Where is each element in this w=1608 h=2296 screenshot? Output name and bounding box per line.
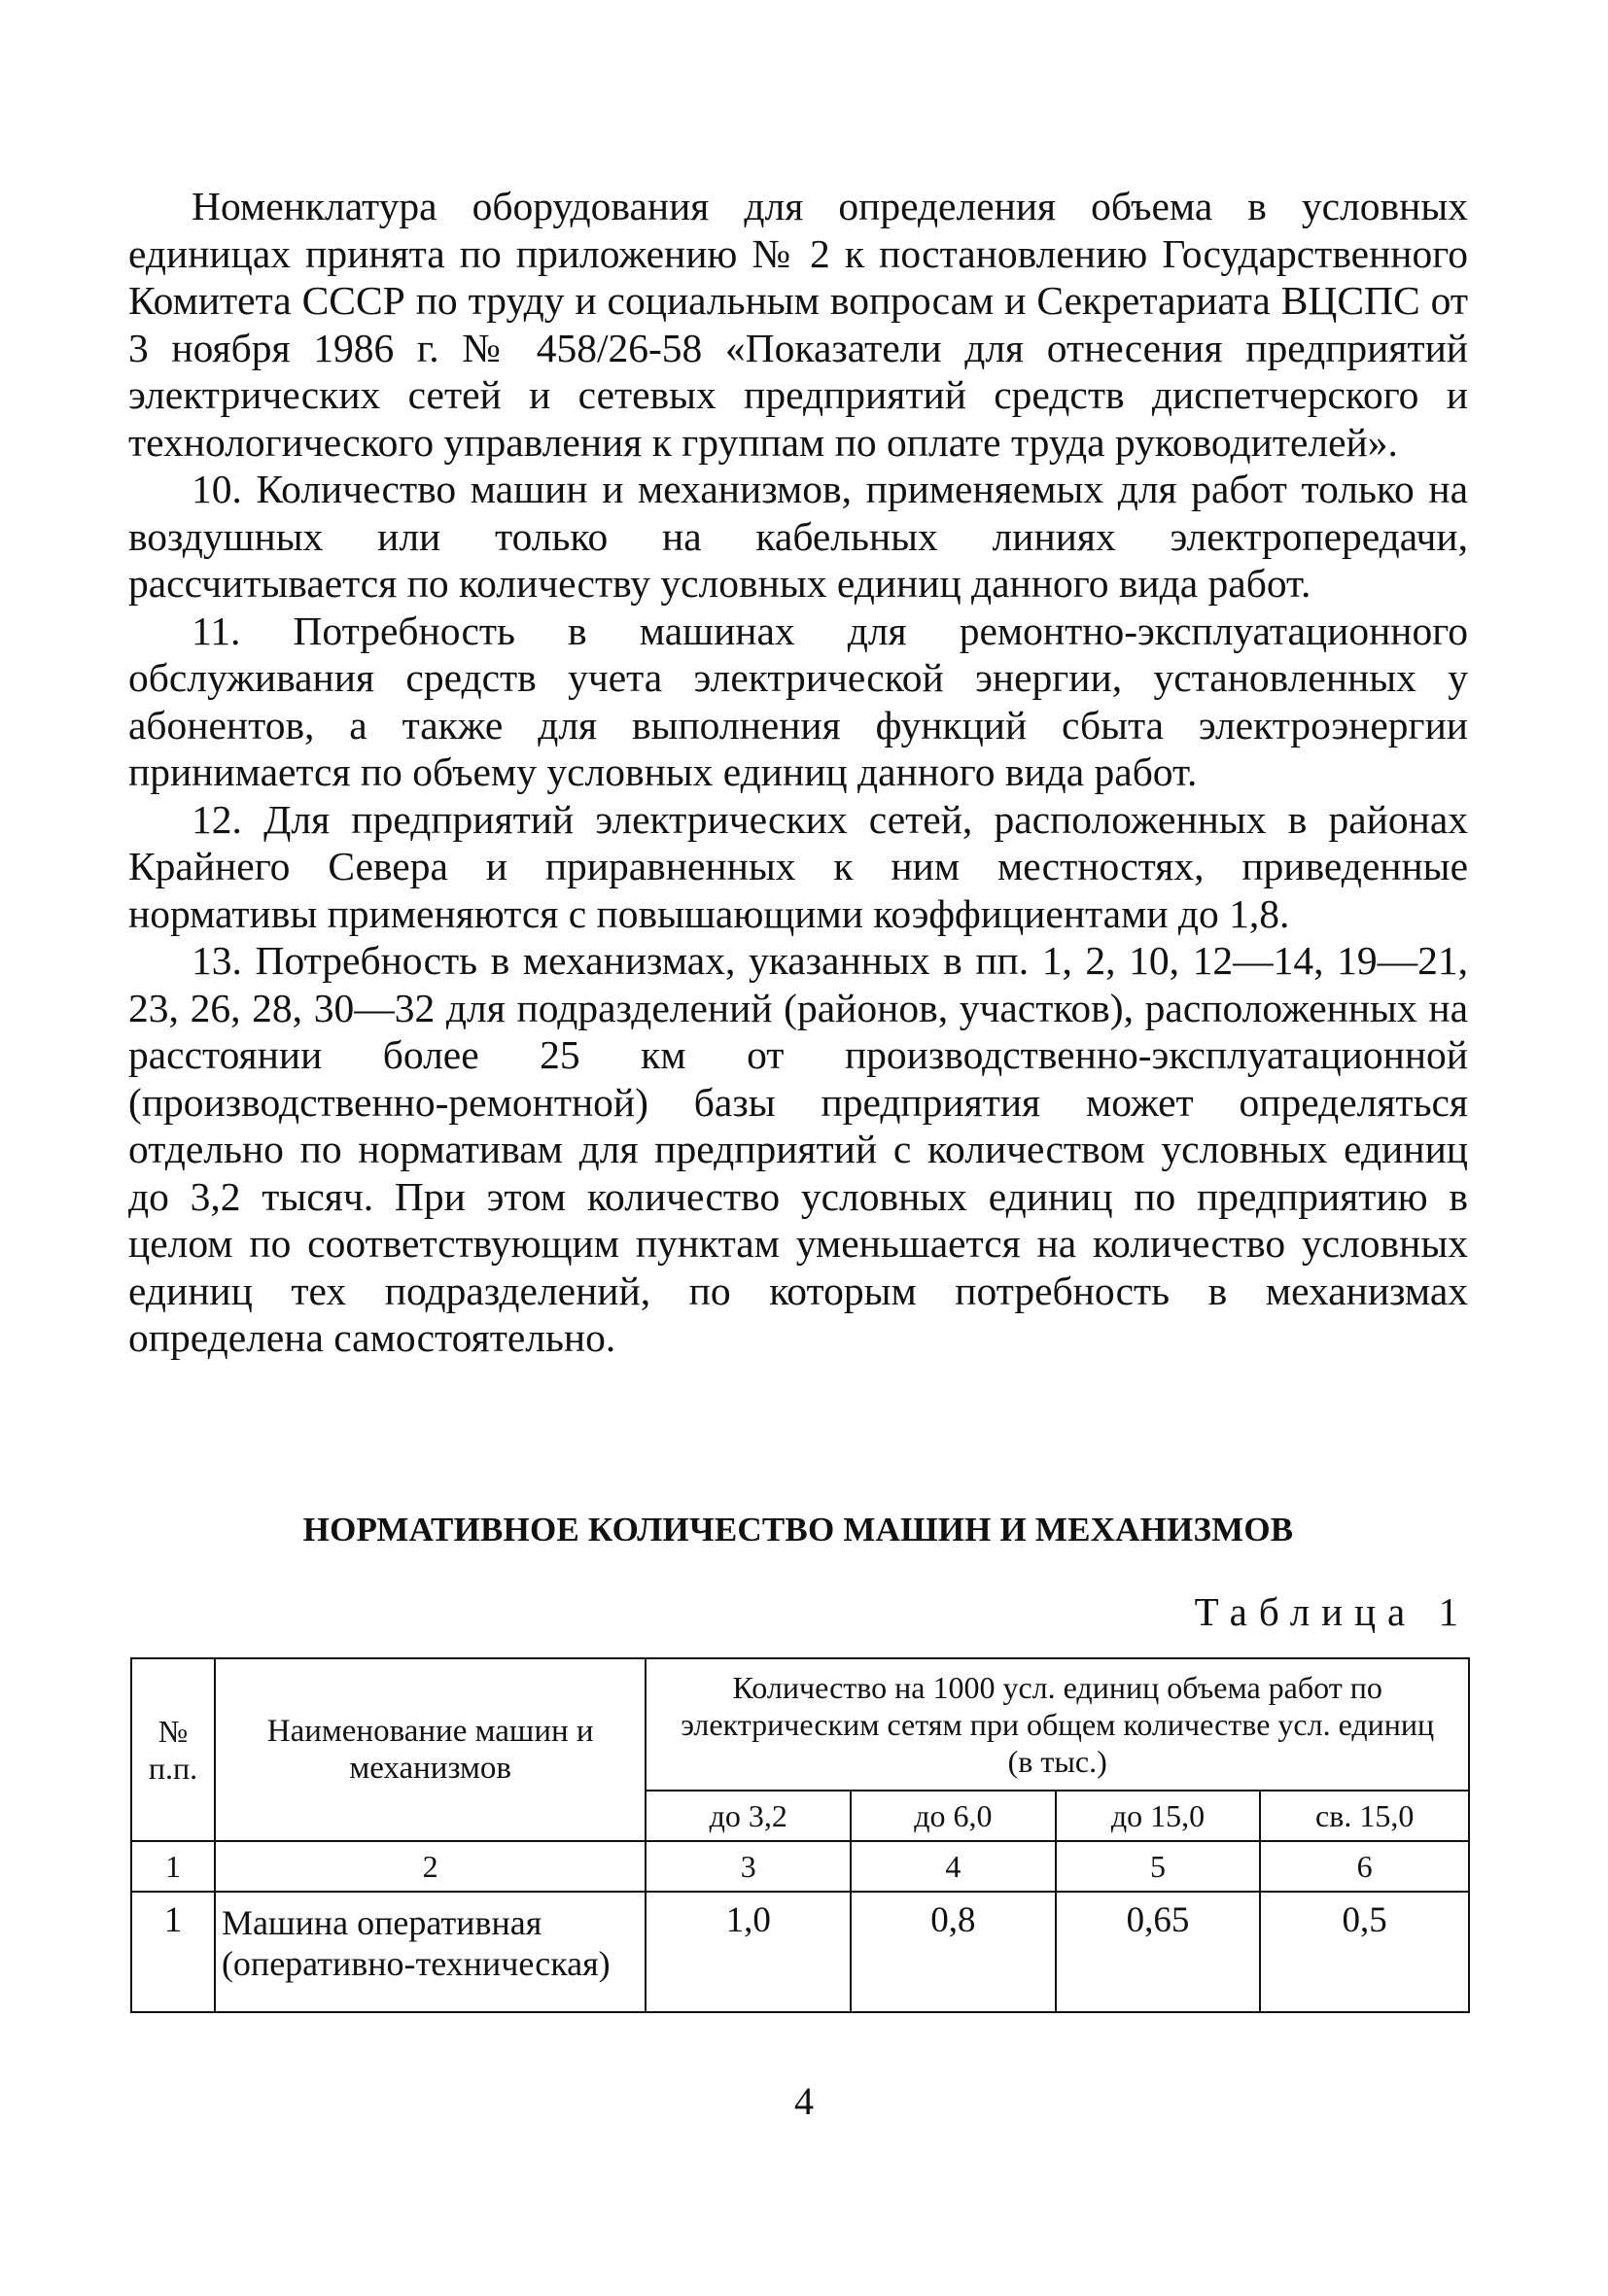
column-number: 3 [646, 1841, 851, 1892]
column-number: 5 [1056, 1841, 1261, 1892]
column-number-row [131, 1841, 1469, 1892]
table-caption: Таблица 1 [1194, 1589, 1470, 1634]
column-number: 1 [131, 1841, 215, 1892]
subheader-cell: до 15,0 [1056, 1791, 1261, 1841]
paragraph-13: 13. Потребность в механизмах, указанных в пп. 1, 2, 10, 12—14, 19—21, 23, 26, 28, 30—32 для подразделений (районов, участков), расположенных на расстоянии более 25 км от производственно-эксплуатационной (производственно-ремонтной) базы предприятия может определяться отдельно по нормативам для предприятий с количеством условных единиц до 3,2 тысяч. При этом количество условных единиц по предприятию в целом по соответствующим пунктам уменьшается на количество условных единиц тех подразделений, по которым потребность в механизмах определена самостоятельно. [128, 938, 1468, 1360]
paragraph-12: 12. Для предприятий электрических сетей, расположенных в районах Крайнего Севера и приравненных к ним местностях, приведенные нормативы применяются с повышающими коэффициентами до 1,8. [128, 796, 1468, 936]
header-name: Наименование машин и механизмов [215, 1658, 646, 1841]
row-value: 0,65 [1056, 1892, 1261, 2012]
table-row [131, 1892, 1469, 2012]
subheader-cell: св. 15,0 [1260, 1791, 1469, 1841]
section-heading: НОРМАТИВНОЕ КОЛИЧЕСТВО МАШИН И МЕХАНИЗМОВ [302, 1511, 1294, 1548]
norm-table [130, 1657, 1470, 2013]
row-value: 0,5 [1260, 1892, 1469, 2012]
paragraph-nomenclature: Номенклатура оборудования для определения объема в условных единицах принята по приложению № 2 к постановлению Государственного Комитета СССР по труду и социальным вопросам и Секретариата ВЦСПС от 3 ноября 1986 г. № 458/26-58 «Показатели для отнесения предприятий электрических сетей и сетевых предприятий средств диспетчерского и технологического управления к группам по оплате труда руководителей». [128, 184, 1468, 465]
column-number: 6 [1260, 1841, 1469, 1892]
row-value: 0,8 [851, 1892, 1056, 2012]
paragraph-10: 10. Количество машин и механизмов, применяемых для работ только на воздушных или только на кабельных линиях электропередачи, рассчитывается по количеству условных единиц данного вида работ. [128, 467, 1468, 606]
body-text [128, 183, 1468, 1362]
subheader-cell: до 3,2 [646, 1791, 851, 1841]
column-number: 2 [215, 1841, 646, 1892]
row-value: 1,0 [646, 1892, 851, 2012]
row-name: Машина оперативная (оперативно-техническая) [215, 1892, 646, 2012]
table-header-row [131, 1658, 1469, 1791]
paragraph-11: 11. Потребность в машинах для ремонтно-эксплуатационного обслуживания средств учета электрической энергии, установленных у абонентов, а также для выполнения функций сбыта электроэнергии принимается по объему условных единиц данного вида работ. [128, 608, 1468, 794]
row-num: 1 [131, 1892, 215, 2012]
header-num: № п.п. [131, 1658, 215, 1841]
page-number: 4 [794, 2079, 814, 2123]
column-number: 4 [851, 1841, 1056, 1892]
subheader-cell: до 6,0 [851, 1791, 1056, 1841]
header-group: Количество на 1000 усл. единиц объема работ по электрическим сетям при общем количестве усл. единиц (в тыс.) [646, 1658, 1469, 1791]
